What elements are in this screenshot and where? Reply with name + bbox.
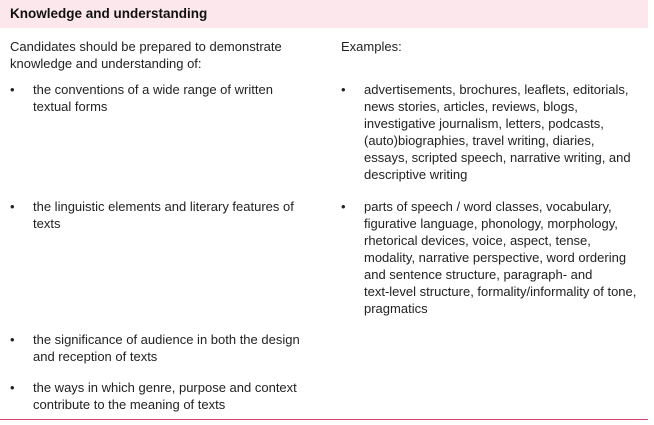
text-line: the linguistic elements and literary features of: [33, 199, 294, 214]
text-line: advertisements, brochures, leaflets, editorials,: [364, 82, 629, 97]
text-line: descriptive writing: [364, 167, 468, 182]
text-line: text-level structure, formality/informality of tone,: [364, 284, 637, 299]
text-line: (auto)biographies, travel writing, diaries,: [364, 133, 595, 148]
text-line: figurative language, phonology, morphology,: [364, 216, 618, 231]
text-line: texts: [33, 216, 61, 231]
right-bullet-item: [341, 81, 646, 184]
text-line: news stories, articles, reviews, blogs,: [364, 99, 578, 114]
text-line: modality, narrative perspective, word ordering: [364, 250, 627, 265]
left-bullet-item: [10, 331, 320, 365]
text-line: the ways in which genre, purpose and context: [33, 380, 297, 395]
left-bullet-text: [33, 331, 300, 365]
text-line: textual forms: [33, 99, 108, 114]
left-bullet-text: [33, 379, 297, 413]
left-bullet-item: [10, 379, 320, 413]
text-line: pragmatics: [364, 301, 428, 316]
left-bullet-text: [33, 198, 294, 232]
text-line: and sentence structure, paragraph- and: [364, 267, 593, 282]
left-bullet-item: [10, 81, 320, 115]
bullet-icon: •: [10, 82, 15, 97]
bullet-icon: •: [10, 380, 15, 395]
bullet-icon: •: [10, 199, 15, 214]
text-line: rhetorical devices, voice, aspect, tense,: [364, 233, 591, 248]
bottom-divider: [0, 419, 648, 420]
bullet-icon: •: [10, 332, 15, 347]
bullet-icon: •: [341, 82, 346, 97]
section-header-band: [0, 0, 648, 28]
right-bullet-item: [341, 198, 646, 318]
text-line: parts of speech / word classes, vocabulary,: [364, 199, 612, 214]
section-title: Knowledge and understanding: [10, 6, 208, 21]
text-line: essays, scripted speech, narrative writing, and: [364, 150, 631, 165]
text-line: and reception of texts: [33, 349, 158, 364]
left-bullet-text: [33, 81, 273, 115]
text-line: investigative journalism, letters, podcasts,: [364, 116, 604, 131]
text-line: contribute to the meaning of texts: [33, 397, 226, 412]
bullet-icon: •: [341, 199, 346, 214]
left-bullet-item: [10, 198, 320, 232]
left-heading-line-1: Candidates should be prepared to demonstrate: [10, 39, 282, 54]
right-column-heading: Examples:: [341, 39, 402, 54]
text-line: the significance of audience in both the design: [33, 332, 300, 347]
left-heading-line-2: knowledge and understanding of:: [10, 56, 202, 71]
text-line: the conventions of a wide range of written: [33, 82, 273, 97]
right-bullet-text: [364, 198, 636, 317]
right-bullet-text: [364, 81, 631, 183]
left-column-heading: [10, 38, 320, 72]
